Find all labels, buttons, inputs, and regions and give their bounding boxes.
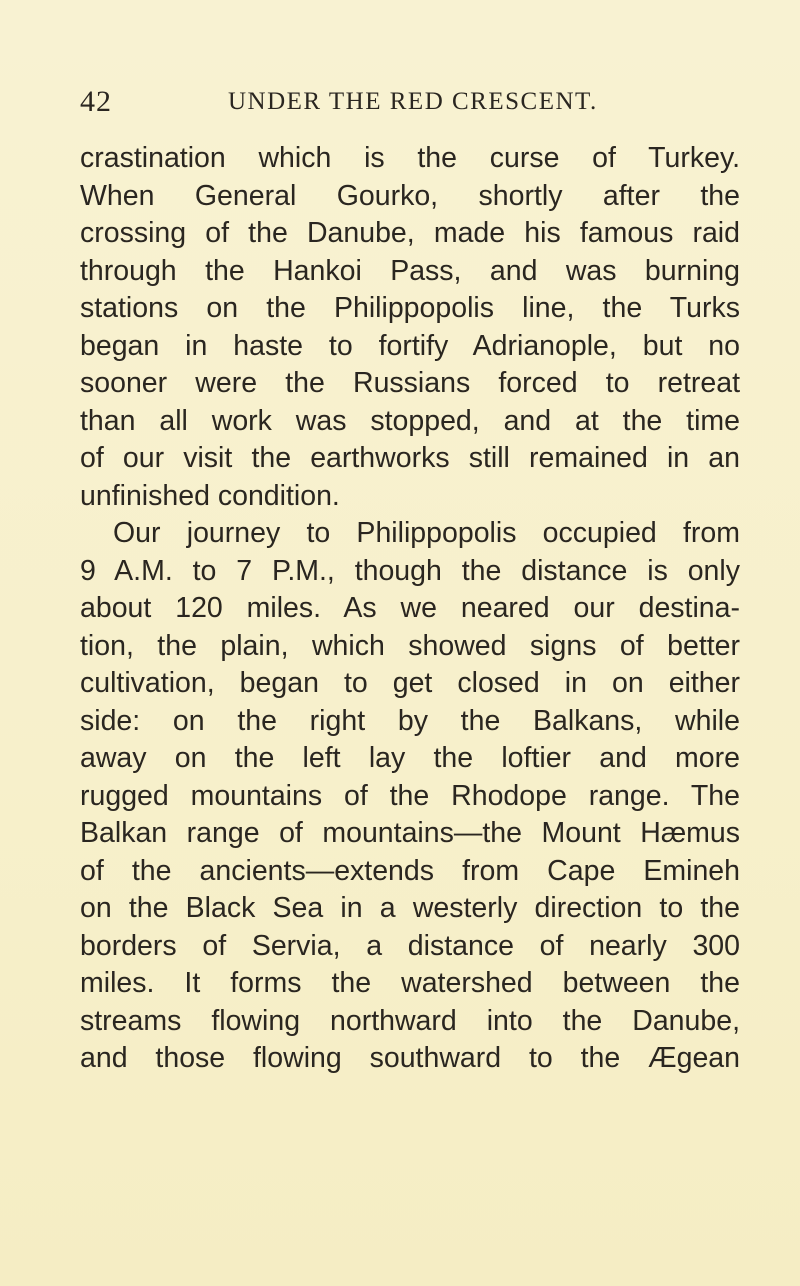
text-line: of the ancients—extends from Cape Emineh bbox=[80, 854, 740, 887]
text-line: sooner were the Russians forced to retreat bbox=[80, 367, 740, 399]
text-line: unfinished condition. bbox=[80, 479, 340, 512]
text-line: rugged mountains of the Rhodope range. The bbox=[80, 779, 740, 812]
body-text bbox=[80, 140, 740, 1078]
text-line: through the Hankoi Pass, and was burning bbox=[80, 254, 740, 287]
text-line: away on the left lay the loftier and more bbox=[80, 742, 740, 774]
running-head bbox=[80, 84, 740, 124]
text-line: crastination which is the curse of Turkey. bbox=[80, 142, 740, 174]
running-title: UNDER THE RED CRESCENT. bbox=[228, 88, 598, 115]
text-line: stations on the Philippopolis line, the Turks bbox=[80, 292, 740, 324]
text-line: Balkan range of mountains—the Mount Hæmus bbox=[80, 817, 740, 849]
text-line: on the Black Sea in a westerly direction to the bbox=[80, 892, 740, 924]
text-line: streams flowing northward into the Danube, bbox=[80, 1004, 740, 1037]
text-line: borders of Servia, a distance of nearly 300 bbox=[80, 929, 740, 962]
text-line: of our visit the earthworks still remained in an bbox=[80, 442, 740, 474]
text-line: than all work was stopped, and at the time bbox=[80, 404, 740, 437]
text-line: side: on the right by the Balkans, while bbox=[80, 704, 740, 737]
text-line: and those flowing southward to the Ægean bbox=[80, 1042, 740, 1074]
text-line: miles. It forms the watershed between the bbox=[80, 967, 740, 999]
text-line: began in haste to fortify Adrianople, but no bbox=[80, 329, 740, 362]
text-line: 9 A.M. to 7 P.M., though the distance is only bbox=[80, 554, 740, 587]
text-line: about 120 miles. As we neared our destina- bbox=[80, 592, 740, 624]
text-line: When General Gourko, shortly after the bbox=[80, 179, 740, 212]
text-line: crossing of the Danube, made his famous raid bbox=[80, 217, 740, 249]
paragraph-start-line: Our journey to Philippopolis occupied from bbox=[113, 517, 740, 549]
text-line: tion, the plain, which showed signs of better bbox=[80, 629, 740, 662]
page-number: 42 bbox=[80, 85, 112, 118]
text-line: cultivation, began to get closed in on either bbox=[80, 667, 740, 699]
